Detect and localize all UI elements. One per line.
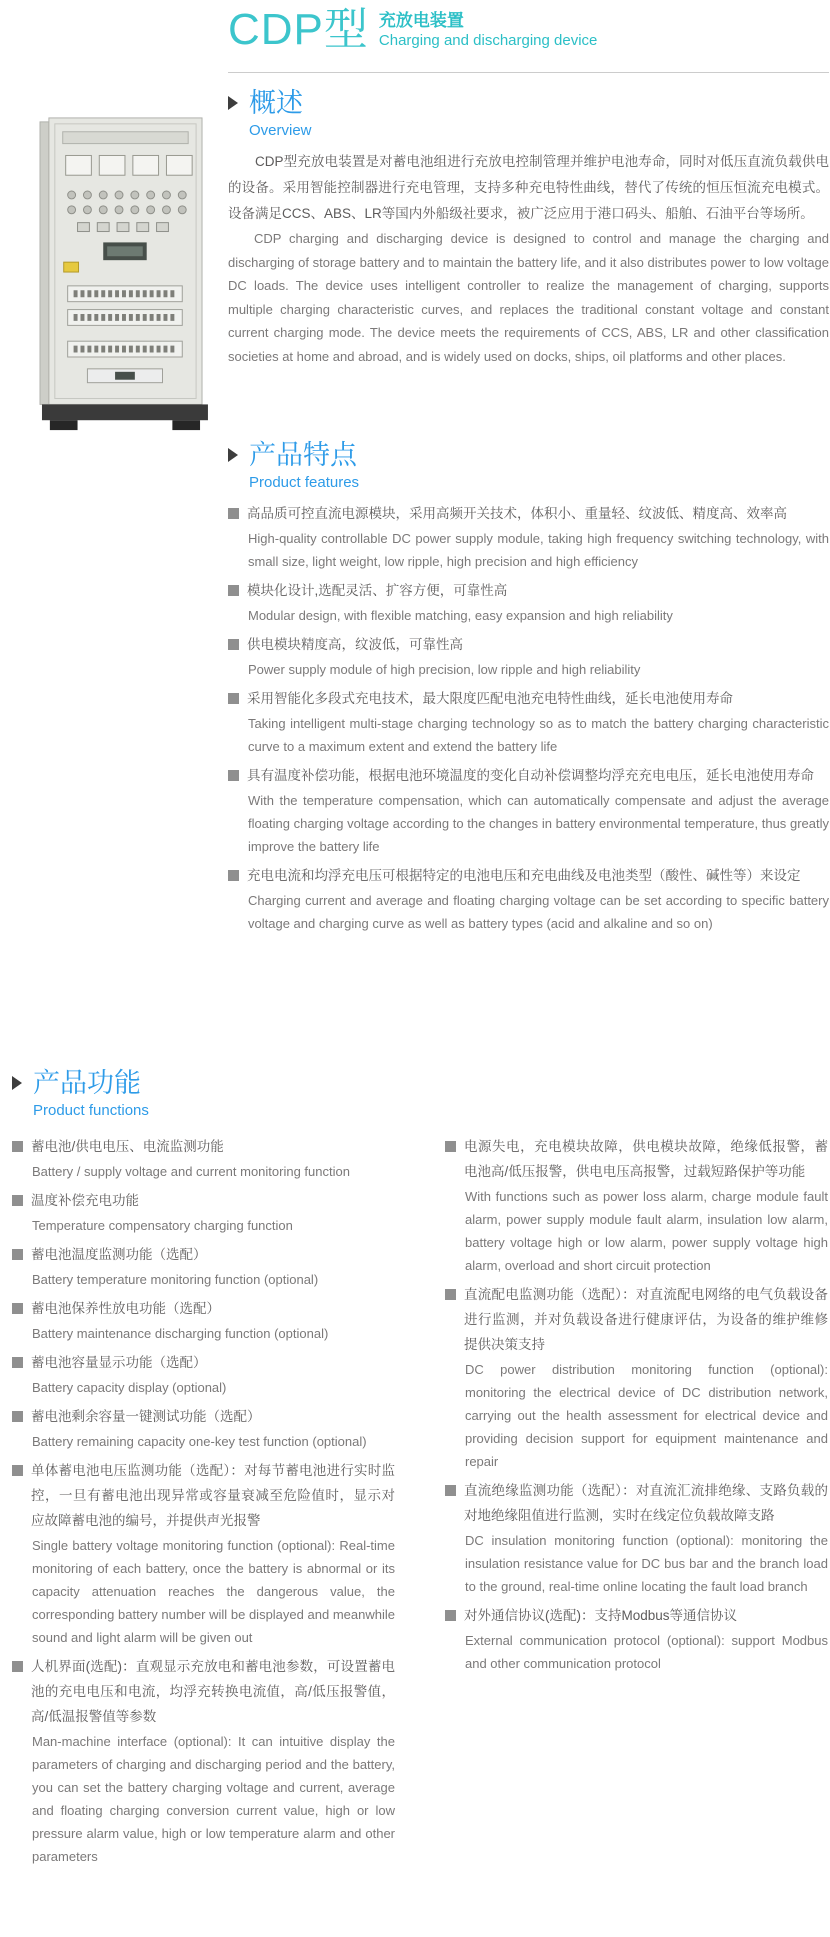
overview-heading-zh: 概述 xyxy=(249,88,303,118)
function-item xyxy=(445,1134,828,1277)
functions-section xyxy=(12,1066,828,1871)
function-text-zh: 蓄电池/供电电压、电流监测功能 xyxy=(31,1139,224,1154)
bullet-icon xyxy=(12,1249,23,1260)
function-text-zh: 直流绝缘监测功能（选配）：对直流汇流排绝缘、支路负载的对地绝缘阻值进行监测，实时在线定位负载故障支路 xyxy=(464,1483,828,1523)
overview-section xyxy=(228,86,829,368)
bullet-icon xyxy=(228,639,239,650)
feature-item xyxy=(228,763,829,858)
function-item xyxy=(12,1404,395,1453)
function-item xyxy=(445,1282,828,1473)
feature-item xyxy=(228,686,829,758)
function-item xyxy=(12,1134,395,1183)
functions-heading-zh: 产品功能 xyxy=(33,1068,141,1098)
features-heading-en: Product features xyxy=(249,474,360,491)
function-text-en: Battery / supply voltage and current monitoring function xyxy=(32,1164,350,1179)
function-text-zh: 直流配电监测功能（选配）：对直流配电网络的电气负载设备进行监测，并对负载设备进行健康评估，为设备的维护维修提供决策支持 xyxy=(464,1287,828,1352)
functions-heading xyxy=(12,1066,828,1100)
function-item xyxy=(12,1242,395,1291)
bullet-icon xyxy=(445,1289,456,1300)
feature-text-zh: 充电电流和均浮充电压可根据特定的电池电压和充电曲线及电池类型（酸性、碱性等）来设定 xyxy=(247,868,801,883)
function-text-zh: 蓄电池温度监测功能（选配） xyxy=(31,1247,207,1262)
overview-paragraph-en: CDP charging and discharging device is designed to control and manage the charging and discharging of storage battery and to maintain the battery life, and it also distributes power to low voltage DC loads. The device uses intelligent controller to realize the management of charging, supports multiple charging characteristic curves, and replaces the traditional constant voltage and constant current charging mode. The device meets the requirements of CCS, ABS, LR and other classification societies at home and abroad, and is widely used on docks, ships, oil platforms and other places. xyxy=(228,231,829,364)
feature-text-zh: 高品质可控直流电源模块，采用高频开关技术，体积小、重量轻、纹波低、精度高、效率高 xyxy=(247,506,787,521)
bullet-icon xyxy=(12,1357,23,1368)
function-text-en: DC insulation monitoring function (optional): monitoring the insulation resistance value for DC bus bar and the branch load to the ground, real-time online locating the fault load branch xyxy=(465,1533,828,1594)
section-arrow-icon xyxy=(12,1076,22,1090)
function-item xyxy=(12,1188,395,1237)
feature-text-zh: 模块化设计,选配灵活、扩容方便，可靠性高 xyxy=(247,583,508,598)
product-title-en: Charging and discharging device xyxy=(378,32,598,49)
feature-text-en: High-quality controllable DC power supply module, taking high frequency switching technology, with small size, light weight, low ripple, high precision and high efficiency xyxy=(248,531,829,569)
function-text-zh: 蓄电池剩余容量一键测试功能（选配） xyxy=(31,1409,261,1424)
bullet-icon xyxy=(445,1610,456,1621)
bullet-icon xyxy=(12,1661,23,1672)
bullet-icon xyxy=(228,870,239,881)
overview-paragraph-zh: CDP型充放电装置是对蓄电池组进行充放电控制管理并维护电池寿命，同时对低压直流负载供电的设备。采用智能控制器进行充电管理，支持多种充电特性曲线，替代了传统的恒压恒流充电模式。设备满足CCS、ABS、LR等国内外船级社要求，被广泛应用于港口码头、船舶、石油平台等场所。 xyxy=(228,154,829,221)
function-text-en: Battery remaining capacity one-key test function (optional) xyxy=(32,1434,367,1449)
function-text-en: Battery capacity display (optional) xyxy=(32,1380,227,1395)
bullet-icon xyxy=(228,585,239,596)
product-model: CDP型 xyxy=(228,5,369,54)
overview-heading-en: Overview xyxy=(249,122,312,139)
feature-text-en: Taking intelligent multi-stage charging technology so as to match the battery charging characteristic curve to a maximum extent and extend the battery life xyxy=(248,716,829,754)
feature-text-en: Charging current and average and floating charging voltage can be set according to specific battery voltage and charging curve as well as battery types (acid and alkaline and so on) xyxy=(248,893,829,931)
function-item xyxy=(445,1478,828,1598)
feature-item xyxy=(228,501,829,573)
overview-heading xyxy=(228,86,829,120)
functions-left-column xyxy=(12,1129,395,1871)
function-item xyxy=(12,1350,395,1399)
feature-item xyxy=(228,578,829,627)
bullet-icon xyxy=(228,693,239,704)
function-text-en: Temperature compensatory charging function xyxy=(32,1218,293,1233)
bullet-icon xyxy=(228,770,239,781)
bullet-icon xyxy=(228,508,239,519)
functions-heading-en: Product functions xyxy=(33,1102,149,1119)
bullet-icon xyxy=(12,1303,23,1314)
function-text-zh: 单体蓄电池电压监测功能（选配）：对每节蓄电池进行实时监控，一旦有蓄电池出现异常或容量衰减至危险值时，显示对应故障蓄电池的编号，并提供声光报警 xyxy=(31,1463,395,1528)
feature-item xyxy=(228,632,829,681)
function-item xyxy=(12,1458,395,1649)
function-text-zh: 电源失电，充电模块故障，供电模块故障，绝缘低报警，蓄电池高/低压报警，供电电压高报警，过载短路保护等功能 xyxy=(464,1139,828,1179)
function-text-zh: 人机界面(选配)：直观显示充放电和蓄电池参数，可设置蓄电池的充电电压和电流，均浮充转换电流值，高/低压报警值，高/低温报警值等参数 xyxy=(31,1659,395,1724)
section-arrow-icon xyxy=(228,448,238,462)
function-text-en: DC power distribution monitoring function (optional): monitoring the electrical device of DC distribution network, carrying out the health assessment for electrical device and providing decision support for equipment maintenance and repair xyxy=(465,1362,828,1469)
function-text-zh: 温度补偿充电功能 xyxy=(31,1193,139,1208)
bullet-icon xyxy=(445,1485,456,1496)
feature-text-en: Modular design, with flexible matching, easy expansion and high reliability xyxy=(248,608,673,623)
functions-right-column xyxy=(445,1129,828,1871)
functions-columns xyxy=(12,1129,828,1871)
function-item xyxy=(12,1296,395,1345)
product-title-block xyxy=(379,11,597,54)
function-text-zh: 蓄电池容量显示功能（选配） xyxy=(31,1355,207,1370)
function-text-en: With functions such as power loss alarm, charge module fault alarm, power supply module fault alarm, insulation low alarm, battery voltage high or low alarm, power supply voltage high alarm, overload and short circuit protection xyxy=(465,1189,828,1273)
bullet-icon xyxy=(12,1141,23,1152)
function-text-en: Battery maintenance discharging function (optional) xyxy=(32,1326,329,1341)
function-text-en: Man-machine interface (optional): It can intuitive display the parameters of charging and discharging period and the battery, you can set the battery charging voltage and current, average and floating charging conversion current value, high or low pressure alarm value, high or low temperature alarm and other parameters xyxy=(32,1734,395,1864)
product-title-zh: 充放电装置 xyxy=(378,11,464,30)
feature-text-zh: 具有温度补偿功能，根据电池环境温度的变化自动补偿调整均浮充充电电压，延长电池使用寿命 xyxy=(247,768,814,783)
feature-text-en: Power supply module of high precision, low ripple and high reliability xyxy=(248,662,641,677)
feature-item xyxy=(228,863,829,935)
function-item xyxy=(445,1603,828,1675)
function-text-en: External communication protocol (optional): support Modbus and other communication protocol xyxy=(465,1633,828,1671)
feature-text-zh: 采用智能化多段式充电技术，最大限度匹配电池充电特性曲线，延长电池使用寿命 xyxy=(247,691,733,706)
features-section xyxy=(228,438,829,938)
features-heading-zh: 产品特点 xyxy=(249,440,357,470)
header-divider xyxy=(228,72,829,73)
function-text-zh: 对外通信协议(选配)：支持Modbus等通信协议 xyxy=(464,1608,738,1623)
bullet-icon xyxy=(12,1411,23,1422)
feature-text-zh: 供电模块精度高，纹波低，可靠性高 xyxy=(247,637,463,652)
bullet-icon xyxy=(445,1141,456,1152)
bullet-icon xyxy=(12,1465,23,1476)
function-item xyxy=(12,1654,395,1868)
features-heading xyxy=(228,438,829,472)
page-header xyxy=(228,6,597,54)
function-text-en: Battery temperature monitoring function (optional) xyxy=(32,1272,319,1287)
bullet-icon xyxy=(12,1195,23,1206)
function-text-zh: 蓄电池保养性放电功能（选配） xyxy=(31,1301,220,1316)
section-arrow-icon xyxy=(228,96,238,110)
cabinet-illustration xyxy=(28,112,216,438)
product-cabinet-image xyxy=(28,112,216,438)
function-text-en: Single battery voltage monitoring function (optional): Real-time monitoring of each battery, once the battery is abnormal or its capacity attenuation reaches the dangerous value, the corresponding battery number will be displayed and meanwhile sound and light alarm will be given out xyxy=(32,1538,395,1645)
feature-text-en: With the temperature compensation, which can automatically compensate and adjust the average floating charging voltage according to the changes in battery environmental temperature, thus greatly improve the battery life xyxy=(248,793,829,854)
